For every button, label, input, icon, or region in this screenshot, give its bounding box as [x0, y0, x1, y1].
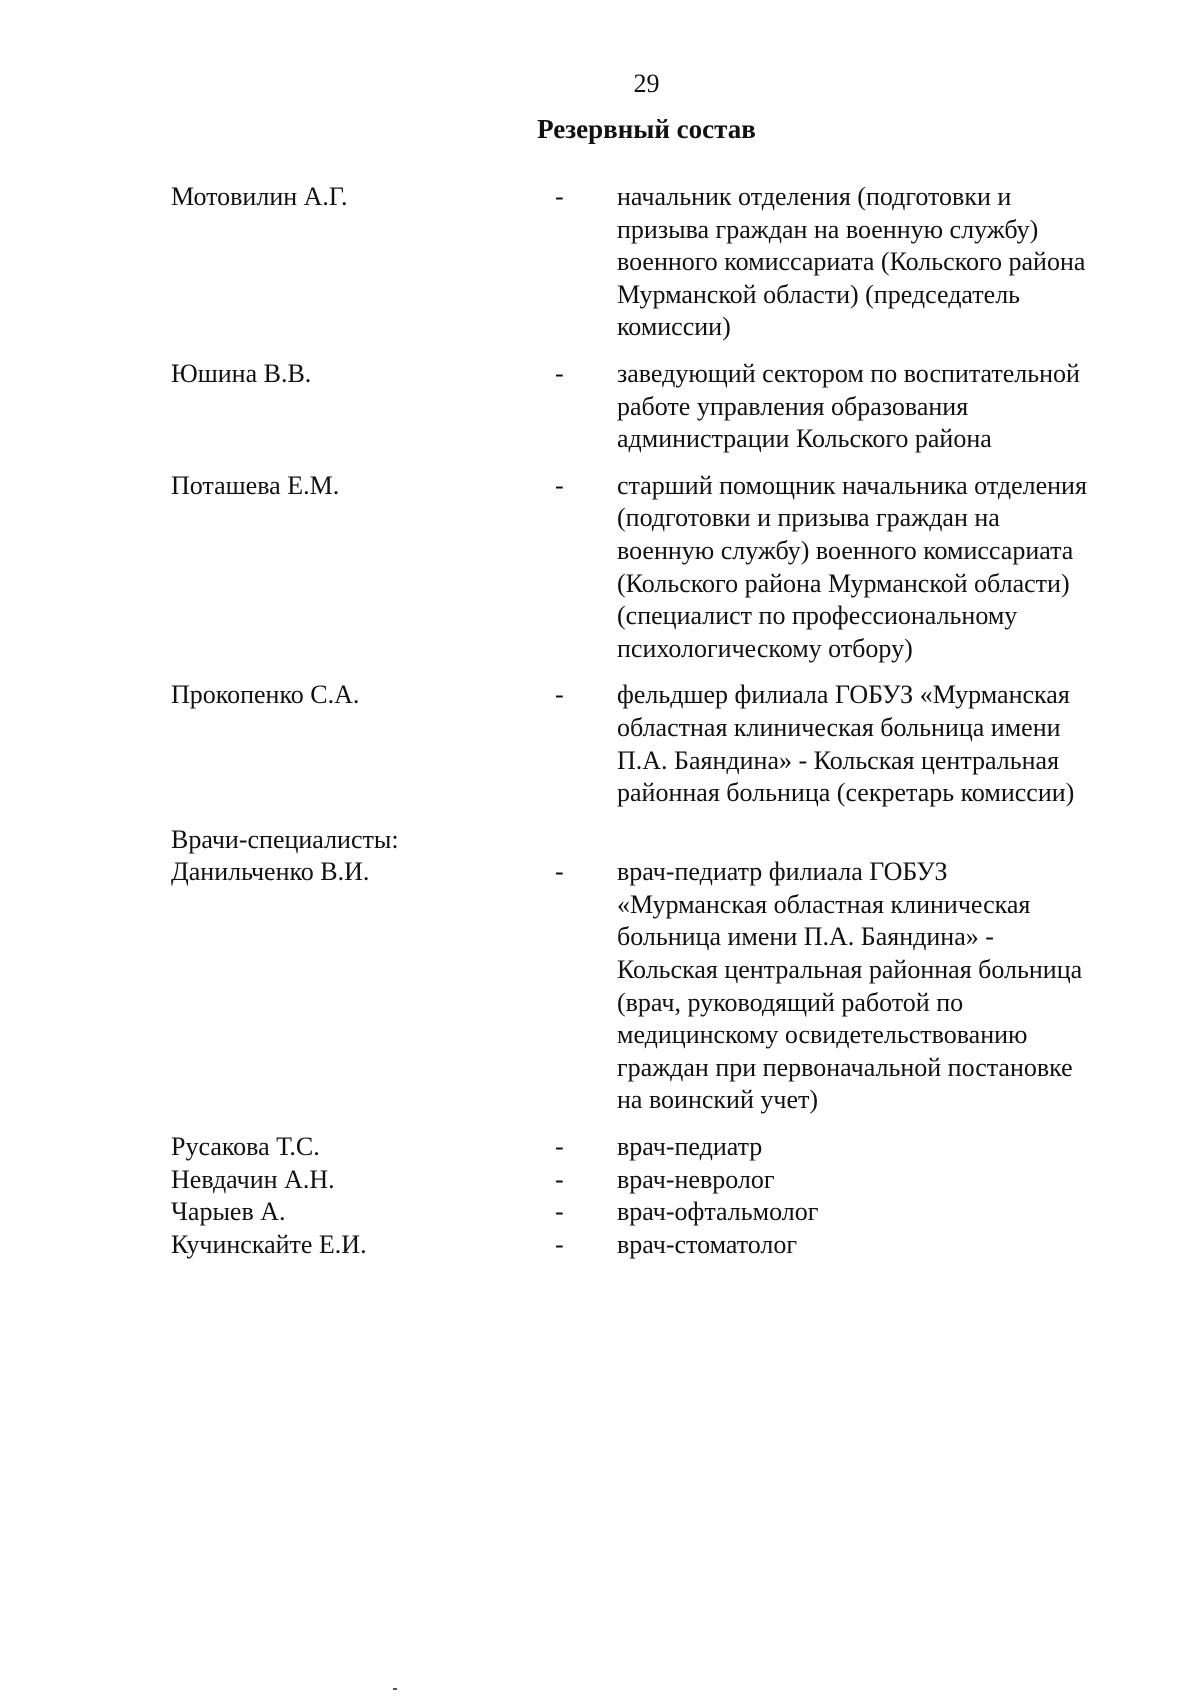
position-line: врач-педиатр филиала ГОБУЗ	[617, 857, 948, 887]
member-name: Невдачин А.Н.	[171, 1164, 335, 1194]
position-line: на воинский учет)	[617, 1085, 819, 1115]
position-line: Мурманской области) (председатель	[617, 279, 1021, 309]
member-position	[617, 1164, 1147, 1197]
roster-entry	[171, 1131, 1151, 1164]
member-name: Мотовилин А.Г.	[171, 182, 348, 211]
position-line: работе управления образования	[617, 391, 969, 421]
roster-entry	[171, 358, 1151, 456]
roster-entry	[171, 856, 1151, 1117]
member-position	[617, 679, 1147, 809]
position-line: П.А. Баяндина» - Кольская центральная	[617, 745, 1060, 775]
position-line: фельдшер филиала ГОБУЗ «Мурманская	[617, 680, 1070, 710]
separator-dash: -	[555, 182, 564, 211]
position-line: областная клиническая больница имени	[617, 712, 1061, 742]
position-line: медицинскому освидетельствованию	[617, 1020, 1028, 1050]
position-line: районная больница (секретарь комиссии)	[617, 778, 1075, 808]
position-line: «Мурманская областная клиническая	[617, 889, 1031, 919]
member-position	[617, 470, 1147, 666]
position-line: заведующий сектором по воспитательной	[617, 358, 1080, 388]
position-line: граждан при первоначальной постановке	[617, 1052, 1073, 1082]
member-name: Кучинскайте Е.И.	[171, 1229, 367, 1259]
position-line: врач-стоматолог	[617, 1229, 798, 1259]
separator-dash: -	[555, 1197, 564, 1227]
position-line: начальник отделения (подготовки и	[617, 182, 1012, 211]
position-line: администрации Кольского района	[617, 424, 992, 454]
roster-entry	[171, 679, 1151, 809]
separator-dash: -	[555, 1132, 564, 1162]
reserve-roster	[171, 181, 1151, 1261]
position-line: (специалист по профессиональному	[617, 601, 1018, 631]
roster-entry	[171, 1229, 1151, 1262]
member-position	[617, 181, 1147, 344]
roster-entry	[171, 181, 1151, 344]
member-position	[617, 1196, 1147, 1229]
member-position	[617, 1131, 1147, 1164]
position-line: врач-офтальмолог	[617, 1197, 819, 1227]
member-name: Поташева Е.М.	[171, 470, 340, 500]
member-position	[617, 856, 1147, 1117]
separator-dash: -	[555, 1229, 564, 1259]
separator-dash: -	[555, 470, 564, 500]
position-line: комиссии)	[617, 312, 731, 342]
member-name: Чарыев А.	[171, 1197, 286, 1227]
position-line: (Кольского района Мурманской области)	[617, 568, 1070, 598]
separator-dash: -	[555, 680, 564, 710]
position-line: военную службу) военного комиссариата	[617, 535, 1074, 565]
position-line: (врач, руководящий работой по	[617, 987, 964, 1017]
separator-dash: -	[555, 358, 564, 388]
position-line: военного комиссариата (Кольского района	[617, 247, 1086, 277]
member-position	[617, 1229, 1147, 1262]
position-line: призыва граждан на военную службу)	[617, 214, 1039, 244]
member-name: Прокопенко С.А.	[171, 680, 360, 710]
position-line: больница имени П.А. Баяндина» -	[617, 922, 994, 952]
position-line: Кольская центральная районная больница	[617, 955, 1083, 985]
position-line: (подготовки и призыва граждан на	[617, 503, 1000, 533]
page-number: 29	[633, 69, 660, 98]
scan-speck	[393, 1688, 397, 1690]
separator-dash: -	[555, 857, 564, 887]
position-line: врач-педиатр	[617, 1132, 763, 1162]
roster-entry	[171, 1164, 1151, 1197]
document-title: Резервный состав	[537, 114, 756, 144]
roster-entry	[171, 470, 1151, 666]
member-name: Юшина В.В.	[171, 358, 312, 388]
separator-dash: -	[555, 1164, 564, 1194]
roster-entry	[171, 1196, 1151, 1229]
member-position	[617, 358, 1147, 456]
position-line: врач-невролог	[617, 1164, 775, 1194]
member-name: Данильченко В.И.	[171, 857, 370, 887]
member-name: Русакова Т.С.	[171, 1132, 320, 1162]
specialists-heading: Врачи-специалисты:	[171, 824, 399, 854]
position-line: старший помощник начальника отделения	[617, 470, 1087, 500]
position-line: психологическому отбору)	[617, 633, 913, 663]
